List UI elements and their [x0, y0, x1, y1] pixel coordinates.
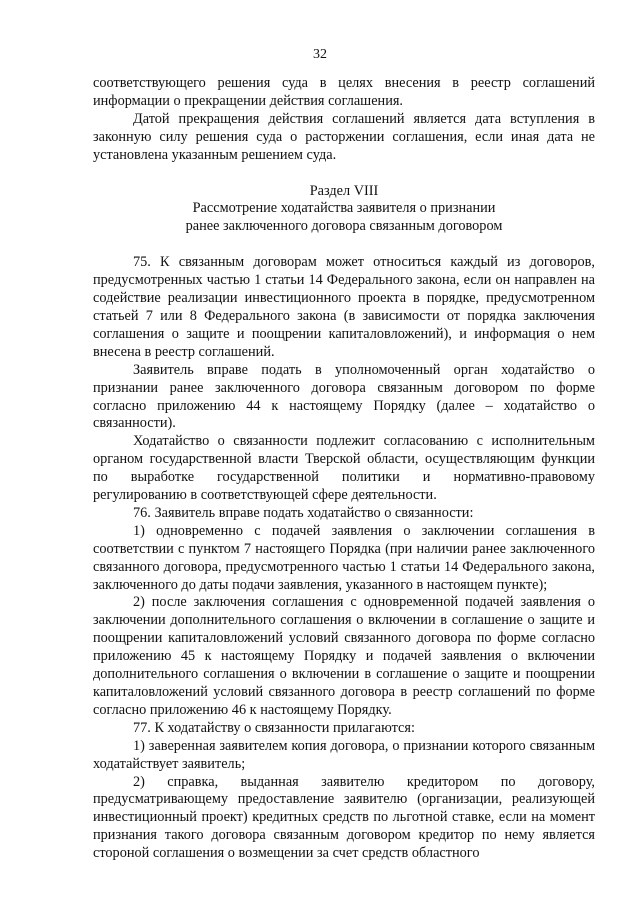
document-body	[93, 75, 595, 863]
spacer	[93, 236, 595, 254]
paragraph-75: 75. К связанным договорам может относиться каждый из договоров, предусмотренных частью 1 статьи 14 Федерального закона, если он направлен на содействие реализации инвестиционного проекта в порядке, предусмотренном статьей 7 или 8 Федерального закона (в зависимости от порядка заключения соглашения о защите и поощрении капиталовложений), и информация о нем внесена в реестр соглашений.	[93, 254, 595, 360]
section-title-line-1: Рассмотрение ходатайства заявителя о признании	[192, 200, 496, 217]
paragraph-77: 77. К ходатайству о связанности прилагаются:	[133, 719, 415, 736]
paragraph-approval: Ходатайство о связанности подлежит согласованию с исполнительным органом государственной власти Тверской области, осуществляющим функции по выработке государственной политики и нормативно-правовому регулированию в соответствующей сфере деятельности.	[93, 433, 595, 504]
section-heading: Раздел VIII	[309, 182, 379, 199]
spacer	[93, 165, 595, 183]
page-number: 32	[313, 47, 327, 62]
paragraph-termination-date: Датой прекращения действия соглашений является дата вступления в законную силу решения суда о расторжении соглашения, если иная дата не установлена указанным решением суда.	[93, 110, 595, 163]
paragraph-77-item-1: 1) заверенная заявителем копия договора, о признании которого связанным ходатайствует заявитель;	[93, 737, 595, 772]
paragraph-continuation: соответствующего решения суда в целях внесения в реестр соглашений информации о прекращении действия соглашения.	[93, 75, 595, 109]
paragraph-76-item-2: 2) после заключения соглашения с одновременной подачей заявления о заключении дополнительного соглашения о включении в соглашение о защите и поощрении капиталовложений условий связанного договора по форме согласно приложению 45 к настоящему Порядку и подачей заявления о включении дополнительного соглашения о включении в соглашение о защите и поощрении капиталовложений условий связанного договора в реестр соглашений по форме согласно приложению 46 к настоящему Порядку.	[93, 594, 595, 718]
section-title-line-2: ранее заключенного договора связанным договором	[185, 218, 503, 235]
paragraph-applicant-right: Заявитель вправе подать в уполномоченный орган ходатайство о признании ранее заключенного договора связанным договором по форме согласно приложению 44 к настоящему Порядку (далее – ходатайство о связанности).	[93, 361, 595, 432]
paragraph-76-item-1: 1) одновременно с подачей заявления о заключении соглашения в соответствии с пунктом 7 настоящего Порядка (при наличии ранее заключенного связанного договора, предусмотренного частью 1 статьи 14 Федерального закона, заключенного до даты подачи заявления, указанного в настоящем пункте);	[93, 522, 595, 593]
paragraph-77-item-2: 2) справка, выданная заявителю кредитором по договору, предусматривающему предоставление заявителю (организации, реализующей инвестиционный проект) кредитных средств по льготной ставке, если на момент признания такого договора связанным договором кредитор по нему является стороной соглашения о возмещении за счет средств областного	[93, 773, 595, 862]
paragraph-76: 76. Заявитель вправе подать ходатайство о связанности:	[133, 504, 474, 521]
